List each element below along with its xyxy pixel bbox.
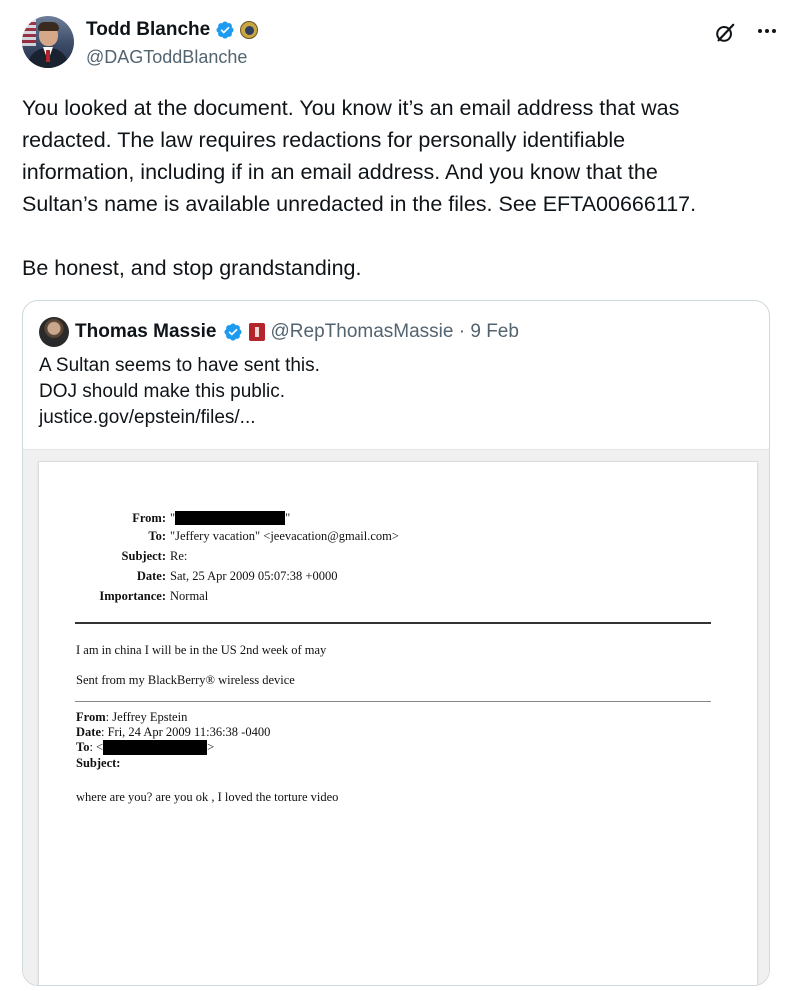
verified-badge-icon[interactable] [215,20,235,40]
email-from-row: From: " " [132,510,291,525]
quoted-tweet-text [39,353,320,431]
quoted-line: DOJ should make this public. [39,381,286,402]
email-importance-row: Importance: Normal [99,588,209,603]
email-subject-row: Subject: Re: [121,548,188,563]
quoted-tweet-header [39,317,519,347]
email-document-image [39,462,757,986]
email-date-row: Date: Sat, 25 Apr 2009 05:07:38 +0000 [136,568,338,583]
fwd-from-row: From: Jeffrey Epstein [76,710,188,724]
redaction-bar [103,740,207,755]
tweet-text [22,92,782,284]
grok-icon[interactable] [714,22,736,44]
fwd-body-line: where are you? are you ok , I loved the torture video [76,790,339,804]
email-body-line: I am in china I will be in the US 2nd week of may [76,643,327,657]
more-icon[interactable] [752,18,782,44]
fwd-date-row: Date: Fri, 24 Apr 2009 11:36:38 -0400 [76,725,271,739]
tweet-paragraph: You looked at the document. You know it’s an email address that was redacted. The law requires redactions for personally identifiable information, including if in an email address. And you know that the Sultan’s name is available unredacted in the files. See EFTA00666117. [22,96,697,216]
email-signature-line: Sent from my BlackBerry® wireless device [76,673,295,687]
tweet-header [22,16,782,72]
author-name[interactable]: Todd Blanche [86,19,211,40]
verified-badge-icon[interactable] [223,322,243,342]
quoted-handle-time[interactable]: @RepThomasMassie · 9 Feb [270,321,519,342]
house-affiliation-icon[interactable] [249,323,265,341]
fwd-subject-row: Subject: [76,756,121,770]
quoted-author-avatar[interactable] [39,317,69,347]
fwd-to-row: To : < > [76,740,215,754]
author-name-row [86,19,258,41]
email-to-row: To: "Jeffery vacation" <jeevacation@gmail.com> [148,528,399,543]
tweet-paragraph: Be honest, and stop grandstanding. [22,256,362,280]
quoted-link[interactable]: justice.gov/epstein/files/... [39,407,256,428]
author-avatar[interactable] [22,16,74,68]
author-handle[interactable]: @DAGToddBlanche [86,47,248,67]
quoted-tweet[interactable] [22,300,770,986]
avatar-flag-backdrop [22,16,36,46]
doj-seal-icon[interactable] [240,21,258,39]
quoted-media[interactable] [23,449,769,986]
quoted-author-name[interactable]: Thomas Massie [75,321,217,342]
quoted-line: A Sultan seems to have sent this. [39,355,320,376]
redaction-bar [175,511,285,525]
document-divider [75,701,711,702]
document-divider [75,622,711,624]
